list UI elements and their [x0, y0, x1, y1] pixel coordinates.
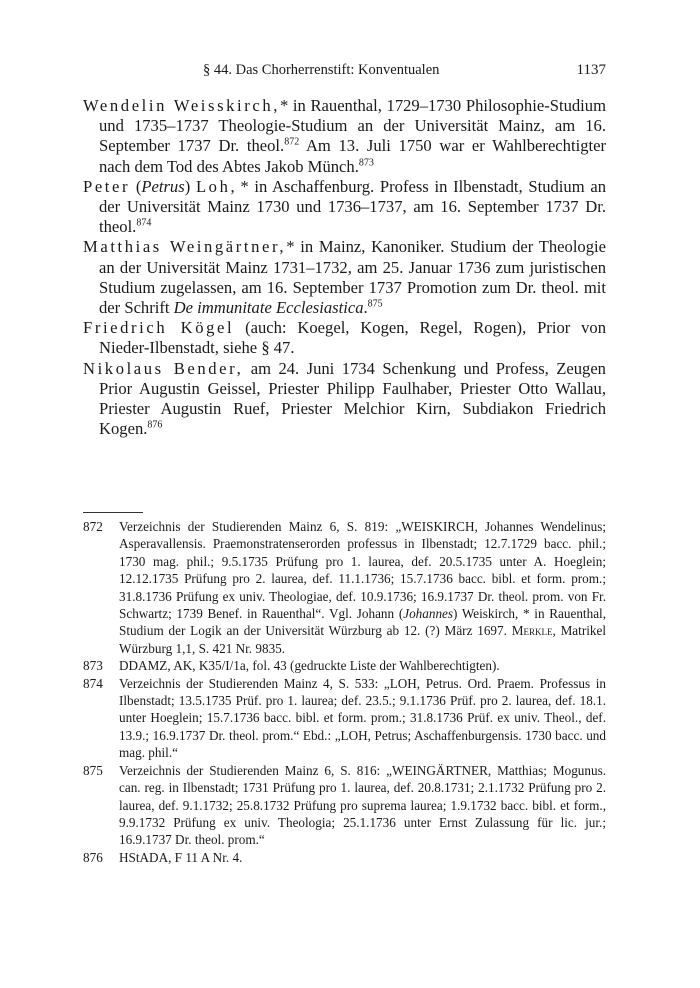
page-number: 1137 — [576, 62, 606, 78]
text-run: HStADA, F 11 A Nr. 4. — [119, 849, 243, 865]
main-text — [83, 96, 606, 439]
spaced-name: Loh — [195, 176, 231, 196]
person-entry — [83, 177, 606, 238]
footnote-ref: 874 — [136, 217, 152, 229]
text-run: * in Mainz, Kanoniker. Studium der Theologie an der Universität Mainz 1731–1732, am 25. Januar 1736 zum juristischen Studium zugelassen, am 16. September 1737 Promotion zum Dr. theol. mit der Schrift — [99, 237, 606, 318]
person-name: Peter — [83, 176, 131, 196]
footnote-ref: 872 — [284, 136, 300, 148]
footnote-number: 874 — [83, 675, 103, 691]
footnote-number: 875 — [83, 762, 103, 778]
text-run: DDAMZ, AK, K35/I/1a, fol. 43 (gedruckte Liste der Wahlberechtigten). — [119, 658, 500, 674]
person-name: Nikolaus Bender, — [83, 358, 244, 378]
footnote-ref: 876 — [147, 419, 163, 431]
footnote — [83, 849, 606, 866]
text-run: Verzeichnis der Studierenden Mainz 4, S. 533: „LOH, Petrus. Ord. Praem. Professus in Ilbenstadt; 13.5.1735 Prüf. pro 1. laurea; def. 23.5.; 9.1.1736 Prüf. pro 2. laurea, def. 18.1. unter Hoeglein; 15.7.1736 bacc. bibl. et form. prom.; 31.8.1736 Prüf. ex univ. Theol., def. 13.9.; 16.9.1737 Dr. theol. prom.“ Ebd.: „LOH, Petrus; Aschaffenburgensis. 1730 bacc. und mag. phil.“ — [119, 675, 606, 761]
text-run: Verzeichnis der Studierenden Mainz 6, S. 816: „WEINGÄRTNER, Matthias; Mogunus. can. reg. in Ilbenstadt; 1731 Prüfung pro 1. laurea, def. 20.8.1731; 2.1.1732 Prüfung pro 2. laurea, def. 9.1.1732; 25.8.1732 Prüfung pro suprema laurea; 1.9.1732 bacc. bibl. et form., 9.9.1732 Prüfung ex univ. Theologia; 25.1.1736 unter Ernst Zulassung für lic. jur.; 16.9.1737 Dr. theol. prom.“ — [119, 762, 606, 848]
person-name: Friedrich Kögel — [83, 318, 235, 338]
footnotes — [83, 518, 606, 866]
text-run: ) — [184, 176, 196, 196]
text-run: (auch: Koegel, Kogen, Regel, Rogen), Prior von Nieder-Ilbenstadt, siehe § 47. — [99, 318, 606, 358]
footnote — [83, 762, 606, 849]
person-entry — [83, 237, 606, 318]
text-run: Am 13. Juli 1750 war er Wahlberechtigter nach dem Tod des Abtes Jakob Münch. — [99, 136, 606, 176]
italic-text: Petrus — [141, 176, 185, 196]
footnote — [83, 675, 606, 762]
person-name: Wendelin Weisskirch, — [83, 96, 280, 115]
footnote-number: 873 — [83, 658, 103, 674]
text-run: , * in Aschaffenburg. Profess in Ilbenstadt, Studium an der Universität Mainz 1730 und 1736–1737, am 16. September 1737 Dr. theol. — [99, 176, 606, 237]
section-title: § 44. Das Chorherrenstift: Konventualen — [203, 62, 440, 78]
footnote-ref: 875 — [367, 298, 383, 310]
footnote — [83, 518, 606, 657]
footnote-ref: 873 — [358, 157, 374, 169]
footnote-number: 872 — [83, 519, 103, 534]
text-run: am 24. Juni 1734 Schenkung und Profess, Zeugen Prior Augustin Geissel, Priester Philipp Faulhaber, Priester Otto Wallau, Priester Augustin Ruef, Priester Melchior Kirn, Subdiakon Friedrich Kogen. — [99, 358, 606, 439]
running-header — [83, 62, 606, 82]
small-caps-text: Merkle — [511, 623, 553, 639]
italic-text: Johannes — [403, 606, 454, 622]
person-entry — [83, 359, 606, 440]
person-name: Matthias Weingärtner, — [83, 237, 287, 257]
text-run: Verzeichnis der Studierenden Mainz 6, S. 819: „WEISKIRCH, Johannes Wendelinus; Asperavallensis. Praemonstratenserorden professus in Ilbenstadt; 12.7.1729 bacc. phil.; 1730 mag. phil.; 9.5.1735 Prüfung pro 1. laurea, def. 20.5.1735 unter A. Hoeglein; 12.12.1735 Prüfung pro 2. laurea, def. 11.1.1736; 15.7.1736 bacc. bibl. et form. prom.; 31.8.1736 Prüfung ex univ. Theologiae, def. 10.9.1736; 16.9.1737 Dr. theol. prom. von Fr. Schwartz; 1739 Benef. in Rauenthal“. Vgl. Johann ( — [119, 519, 606, 622]
footnote-separator — [83, 512, 143, 513]
footnote — [83, 657, 606, 674]
person-entry — [83, 318, 606, 358]
text-run: * in Rauenthal, 1729–1730 Philosophie-Studium und 1735–1737 Theologie-Studium an der Universität Mainz, am 16. September 1737 Dr. theol. — [99, 96, 606, 156]
person-entry — [83, 96, 606, 177]
text-run: . — [363, 298, 368, 318]
italic-text: De immunitate Ecclesiastica — [173, 298, 364, 318]
text-run: ( — [130, 176, 142, 196]
text-run: ) Weiskirch, * in Rauenthal, Studium der Logik an der Universität Würzburg ab 12. (?) März 1697. — [119, 606, 607, 639]
text-run: , Matrikel Würzburg 1,1, S. 421 Nr. 9835. — [119, 623, 606, 656]
footnote-number: 876 — [83, 849, 103, 865]
